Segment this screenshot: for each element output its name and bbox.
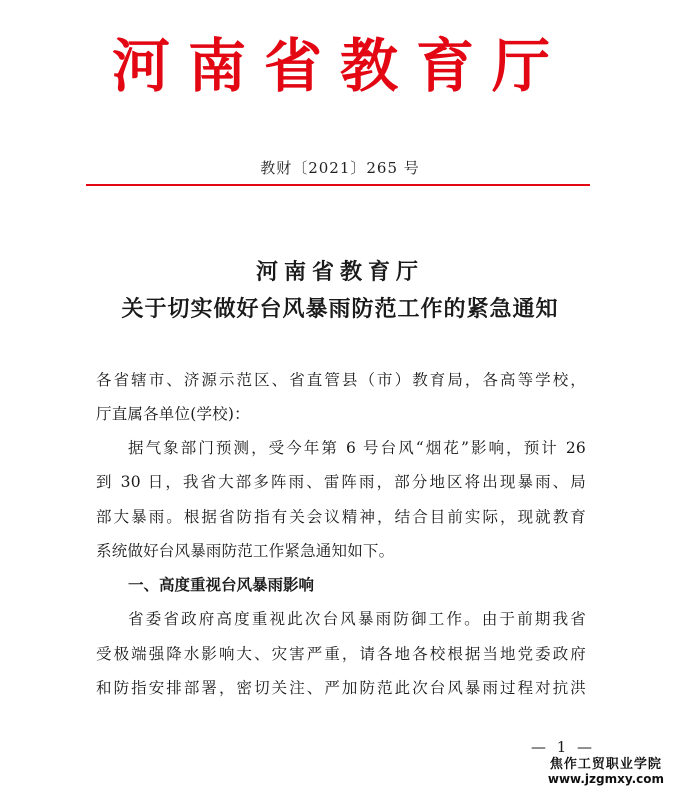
section-heading: 一、高度重视台风暴雨影响: [128, 576, 315, 594]
paragraph-line: 受极端强降水影响大、灾害严重，请各地各校根据当地党委政府: [96, 645, 586, 663]
paragraph-line: 据气象部门预测，受今年第 6 号台风“烟花”影响，预计 26: [128, 439, 586, 457]
notice-title-subject: 关于切实做好台风暴雨防范工作的紧急通知: [121, 296, 559, 322]
notice-title-issuer: 河南省教育厅: [255, 259, 424, 285]
paragraph-line: 和防指安排部署，密切关注、严加防范此次台风暴雨过程对抗洪: [96, 679, 586, 697]
site-watermark: [548, 757, 664, 787]
salutation-line: 厅直属各单位(学校)：: [96, 405, 250, 423]
paragraph-line: 部大暴雨。根据省防指有关会议精神，结合目前实际，现就教育: [96, 508, 586, 526]
watermark-url: www.jzgmxy.com: [547, 772, 664, 786]
document-number: 教财〔2021〕265 号: [260, 159, 420, 177]
salutation-line: 各省辖市、济源示范区、省直管县（市）教育局，各高等学校，: [96, 371, 586, 389]
paragraph-line: 到 30 日，我省大部多阵雨、雷阵雨，部分地区将出现暴雨、局: [96, 473, 586, 491]
page-number: — 1 —: [530, 738, 596, 756]
masthead-title: 河南省教育厅: [111, 32, 568, 100]
paragraph-line: 系统做好台风暴雨防范工作紧急通知如下。: [96, 542, 395, 560]
red-divider-rule: [86, 184, 590, 186]
watermark-title: 焦作工贸职业学院: [549, 757, 662, 772]
paragraph-line: 省委省政府高度重视此次台风暴雨防御工作。由于前期我省: [128, 610, 586, 628]
